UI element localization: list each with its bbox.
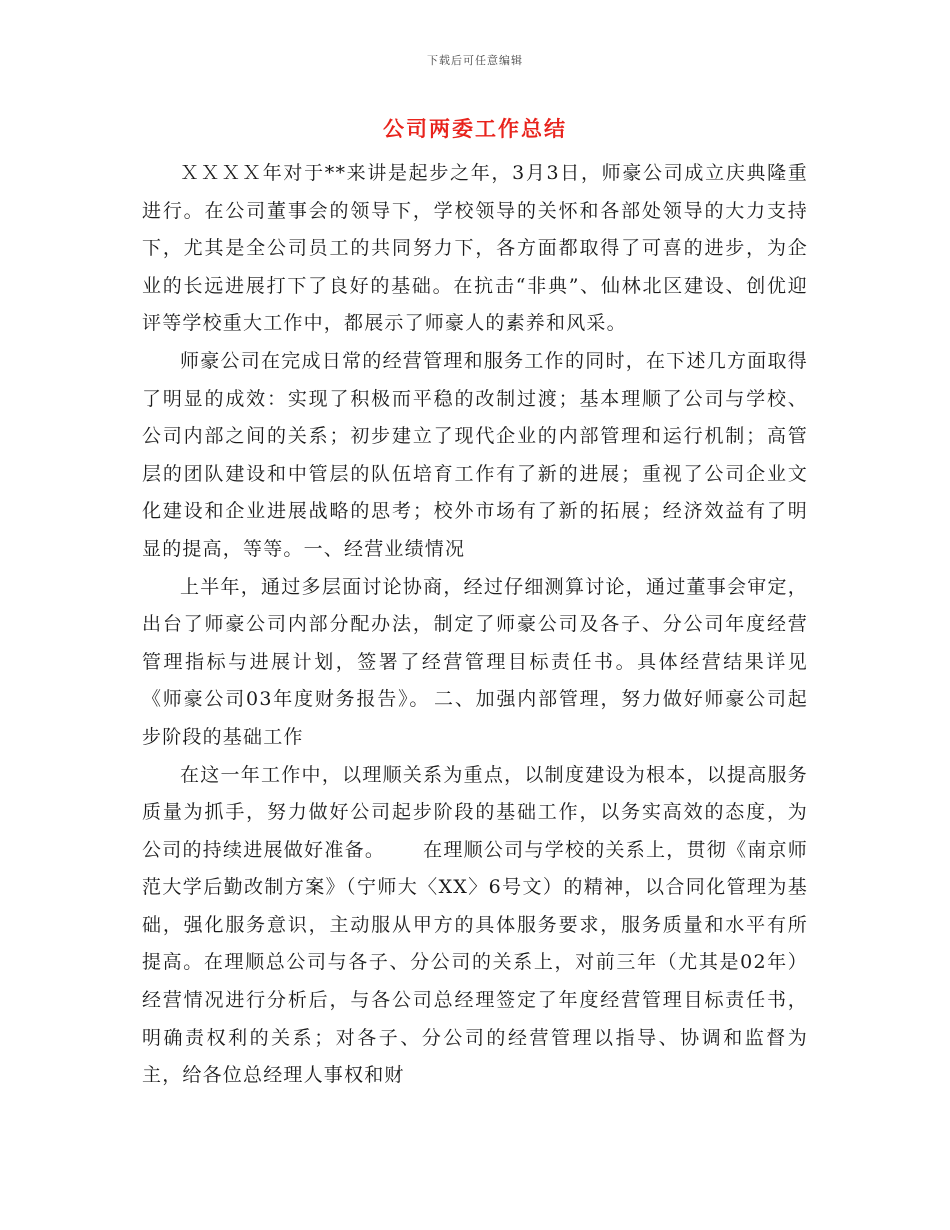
section-heading-2: 二、加强内部管理，努力做好师豪公司起步阶段的基础工作	[142, 688, 808, 748]
document-body	[142, 155, 808, 1095]
paragraph-achievements	[142, 343, 808, 569]
paragraph-management	[142, 757, 808, 1095]
paragraph-performance-text: 上半年，通过多层面讨论协商，经过仔细测算讨论，通过董事会审定，出台了师豪公司内部分配办法，制定了师豪公司及各子、分公司年度经营管理指标与进展计划，签署了经营管理目标责任书。具体经营结果详见《师豪公司03年度财务报告》。	[142, 575, 808, 711]
paragraph-performance	[142, 569, 808, 757]
document-title: 公司两委工作总结	[383, 116, 567, 141]
paragraph-management-continuation: 在理顺公司与学校的关系上，贯彻《南京师范大学后勤改制方案》（宁师大〈XX〉6号文）的精神，以合同化管理为基础，强化服务意识，主动服从甲方的具体服务要求，服务质量和水平有所提高。在理顺总公司与各子、分公司的关系上，对前三年（尤其是02年）经营情况进行分析后，与各公司总经理签定了年度经营管理目标责任书，明确责权利的关系；对各子、分公司的经营管理以指导、协调和监督为主，给各位总经理人事权和财	[142, 838, 808, 1087]
section-heading-1: 一、经营业绩情况	[303, 537, 466, 560]
paragraph-intro	[142, 155, 808, 343]
paragraph-achievements-text: 师豪公司在完成日常的经营管理和服务工作的同时，在下述几方面取得了明显的成效：实现了积极而平稳的改制过渡；基本理顺了公司与学校、公司内部之间的关系；初步建立了现代企业的内部管理和运行机制；高管层的团队建设和中管层的队伍培育工作有了新的进展；重视了公司企业文化建设和企业进展战略的思考；校外市场有了新的拓展；经济效益有了明显的提高，等等。	[142, 349, 808, 560]
paragraph-management-text: 在这一年工作中，以理顺关系为重点，以制度建设为根本，以提高服务质量为抓手，努力做好公司起步阶段的基础工作，以务实高效的态度，为公司的持续进展做好准备。	[142, 763, 808, 861]
page-header-note: 下载后可任意编辑	[427, 54, 523, 67]
paragraph-intro-text: ＸＸＸＸ年对于**来讲是起步之年，3月3日，师豪公司成立庆典隆重进行。在公司董事会的领导下，学校领导的关怀和各部处领导的大力支持下，尤其是全公司员工的共同努力下，各方面都取得了可喜的进步，为企业的长远进展打下了良好的基础。在抗击“非典”、仙林北区建设、创优迎评等学校重大工作中，都展示了师豪人的素养和风采。	[142, 162, 808, 335]
